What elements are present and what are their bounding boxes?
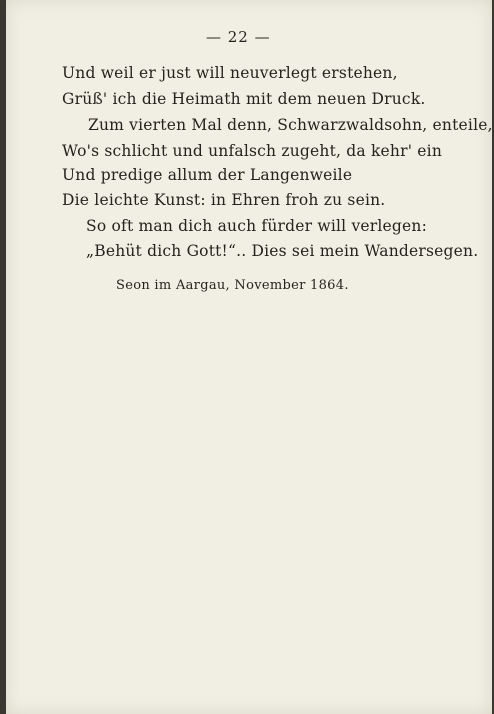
- page-number: — 22 —: [206, 28, 271, 46]
- book-page: [6, 0, 492, 714]
- verse-line-1: Und weil er just will neuverlegt erstehen,: [62, 64, 398, 82]
- place-date-signature: Seon im Aargau, November 1864.: [116, 278, 349, 293]
- verse-line-7: So oft man dich auch fürder will verlegen:: [86, 217, 428, 235]
- verse-line-8: „Behüt dich Gott!“.. Dies sei mein Wandersegen.: [86, 242, 479, 260]
- verse-line-2: Grüß' ich die Heimath mit dem neuen Druck.: [62, 90, 426, 108]
- verse-line-4: Wo's schlicht und unfalsch zugeht, da kehr' ein: [62, 142, 443, 160]
- verse-line-3: Zum vierten Mal denn, Schwarzwaldsohn, enteile,: [88, 116, 493, 134]
- verse-line-5: Und predige allum der Langenweile: [62, 166, 353, 184]
- verse-line-6: Die leichte Kunst: in Ehren froh zu sein.: [62, 191, 386, 209]
